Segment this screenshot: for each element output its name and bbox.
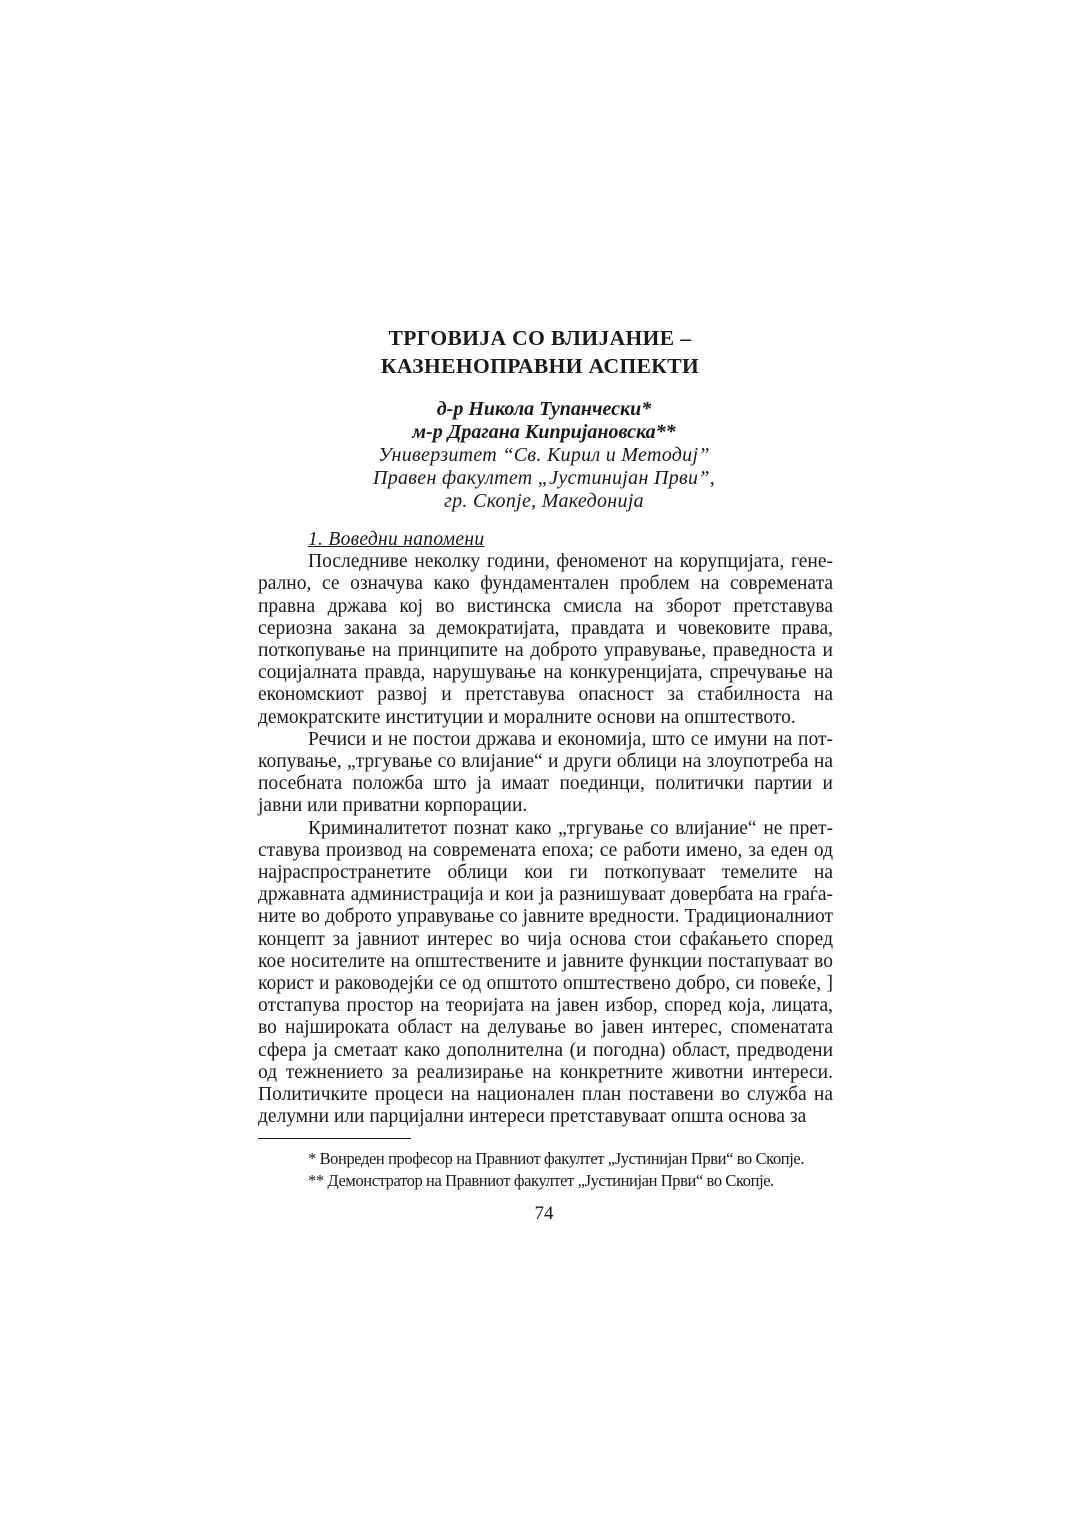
affiliation-line: Универзитет “Св. Кирил и Методиј” bbox=[378, 444, 710, 466]
body-paragraph: Последниве неколку години, феноменот на корупцијата, генерално, се означува како фундаментален проблем на современата правна држава кој во вистинска смисла на зборот претставува сериозна закана за демократијата, правдата и човековите права, поткопување на принципите на доброто управување, праведноста и социјалната правда, нарушување на конкуренцијата, спречување на економскиот развој и претставува опасност за стабилноста на демократските институции и моралните основи на општеството. bbox=[258, 551, 833, 728]
footnote: ** Демонстратор на Правниот факултет „Јустинијан Први“ во Скопје. bbox=[308, 1171, 774, 1190]
author-name: м-р Драгана Кипријановска** bbox=[412, 421, 676, 443]
section-heading: 1. Воведни напомени bbox=[308, 529, 485, 550]
affiliation-line: Правен факултет „Јустинијан Први”, bbox=[372, 467, 716, 489]
article-title-line-1: ТРГОВИЈА СО ВЛИЈАНИЕ – bbox=[388, 326, 692, 350]
footnote-divider bbox=[258, 1138, 411, 1139]
footnote: * Вонреден професор на Правниот факултет „Јустинијан Први“ во Скопје. bbox=[308, 1149, 805, 1168]
footnotes bbox=[258, 1148, 833, 1192]
article-title-line-2: КАЗНЕНОПРАВНИ АСПЕКТИ bbox=[380, 354, 700, 378]
body-paragraph: Криминалитетот познат како „тргување со влијание“ не претставува производ на современата епоха; се работи имено, за еден од најраспространетите облици кои ги поткопуваат темелите на државната администрација и кои ја разнишуваат довербата на граѓаните во доброто управување со јавните вредности. Традиционалниот концепт за јавниот интерес во чија основа стои сфаќањето според кое носителите на општествените и јавните функции постапуваат во корист и раководејќи се од општото општествено добро, си повеќе, ] отстапува простор на теоријата на јавен избор, според која, лицата, во најшироката област на делување во јавен интерес, споменатата сфера ја сметаат како дополнителна (и погодна) област, предводени од тежнението за реализирање на конкретните животни интереси. Политичките процеси на национален план поставени во служба на делумни или парцијални интереси претставуваат општа основа за bbox=[258, 817, 833, 1128]
author-block bbox=[0, 398, 1080, 513]
body-paragraph: Речиси и не постои држава и економија, што се имуни на поткопување, „тргување со влијание“ и други облици на злоупотреба на посебната положба што ја имаат поединци, политички партии и јавни или приватни корпорации. bbox=[258, 728, 833, 817]
author-name: д-р Никола Тупанчески* bbox=[436, 398, 652, 420]
article-body bbox=[258, 529, 833, 1128]
page-number: 74 bbox=[534, 1203, 554, 1224]
article-title bbox=[0, 324, 1080, 380]
affiliation-line: гр. Скопје, Македонија bbox=[444, 490, 644, 512]
